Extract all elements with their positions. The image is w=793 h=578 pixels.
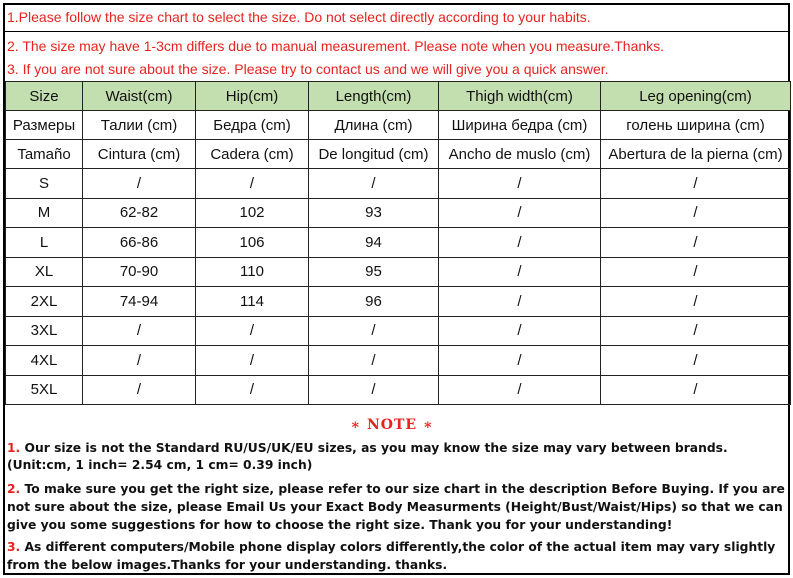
table-cell: Ancho de muslo (cm) [439, 140, 601, 169]
note-2-number: 2. [7, 482, 21, 496]
table-cell: / [196, 169, 309, 199]
table-cell: / [601, 169, 791, 199]
note-2 [7, 480, 785, 499]
table-cell: 102 [196, 198, 309, 228]
table-cell: Талии (cm) [83, 111, 196, 140]
table-cell: Tamaño [6, 140, 83, 169]
table-cell: XL [6, 257, 83, 287]
table-cell: Thigh width(cm) [439, 82, 601, 111]
note-3-text-line-1: As different computers/Mobile phone display colors differently,the color of the actual item may vary slightly [20, 540, 776, 554]
table-cell: / [309, 169, 439, 199]
table-cell: L [6, 228, 83, 258]
table-cell: / [439, 287, 601, 317]
table-cell: / [439, 257, 601, 287]
table-cell: Размеры [6, 111, 83, 140]
table-row [6, 169, 791, 199]
table-cell: / [439, 346, 601, 376]
table-cell: 106 [196, 228, 309, 258]
header-row-russian [6, 111, 791, 140]
table-cell: / [309, 316, 439, 346]
table-cell: / [601, 375, 791, 405]
table-row [6, 257, 791, 287]
header-row-english [6, 82, 791, 111]
table-cell: / [601, 316, 791, 346]
table-cell: / [439, 169, 601, 199]
table-cell: / [601, 287, 791, 317]
top-note-1: 1.Please follow the size chart to select the size. Do not select directly according to your habits. [7, 9, 591, 25]
note-1-number: 1. [7, 441, 21, 455]
table-cell: / [196, 346, 309, 376]
table-row [6, 198, 791, 228]
table-cell: 3XL [6, 316, 83, 346]
table-cell: De longitud (cm) [309, 140, 439, 169]
table-cell: / [196, 316, 309, 346]
table-cell: Length(cm) [309, 82, 439, 111]
table-row [6, 228, 791, 258]
note-2-text-line-2: not sure about the size, please Email Us your Exact Body Measurments (Height/Bust/Waist/Hips) so that we can [7, 500, 783, 514]
table-cell: 96 [309, 287, 439, 317]
note-3 [7, 538, 775, 557]
header-row-spanish [6, 140, 791, 169]
table-cell: Hip(cm) [196, 82, 309, 111]
table-cell: / [601, 346, 791, 376]
table-row [6, 287, 791, 317]
table-cell: Waist(cm) [83, 82, 196, 111]
note-3-text-line-2: from the below images.Thanks for your understanding. thanks. [7, 558, 448, 572]
table-cell: Cadera (cm) [196, 140, 309, 169]
table-cell: 114 [196, 287, 309, 317]
table-cell: / [83, 169, 196, 199]
table-cell: Abertura de la pierna (cm) [601, 140, 791, 169]
table-cell: Cintura (cm) [83, 140, 196, 169]
table-row [6, 346, 791, 376]
table-cell: M [6, 198, 83, 228]
table-cell: / [83, 375, 196, 405]
note-2-text-line-1: To make sure you get the right size, please refer to our size chart in the description Before Buying. If you are [20, 482, 785, 496]
note-1-text: Our size is not the Standard RU/US/UK/EU sizes, as you may know the size may vary between brands. [20, 441, 728, 455]
table-row [6, 375, 791, 405]
table-cell: Size [6, 82, 83, 111]
top-note-2: 2. The size may have 1-3cm differs due to manual measurement. Please note when you measure.Thanks. [7, 38, 665, 54]
table-row [6, 316, 791, 346]
table-cell: 74-94 [83, 287, 196, 317]
table-cell: / [83, 316, 196, 346]
note-1-unit: (Unit:cm, 1 inch= 2.54 cm, 1 cm= 0.39 inch) [7, 458, 313, 472]
size-chart-table [5, 81, 791, 405]
table-cell: / [439, 375, 601, 405]
table-cell: 94 [309, 228, 439, 258]
table-cell: / [309, 375, 439, 405]
table-cell: 70-90 [83, 257, 196, 287]
table-cell: 110 [196, 257, 309, 287]
table-cell: / [83, 346, 196, 376]
table-cell: / [439, 198, 601, 228]
table-cell: / [196, 375, 309, 405]
table-cell: / [439, 316, 601, 346]
table-cell: S [6, 169, 83, 199]
table-cell: Leg opening(cm) [601, 82, 791, 111]
table-cell: 95 [309, 257, 439, 287]
table-cell: / [309, 346, 439, 376]
top-note-3: 3. If you are not sure about the size. Please try to contact us and we will give you a quick answer. [7, 61, 609, 77]
table-cell: голень ширина (cm) [601, 111, 791, 140]
note-title: ∗ NOTE ∗ [350, 417, 434, 433]
note-3-number: 3. [7, 540, 21, 554]
table-cell: Длина (cm) [309, 111, 439, 140]
table-cell: 5XL [6, 375, 83, 405]
table-cell: 2XL [6, 287, 83, 317]
table-cell: Ширина бедра (cm) [439, 111, 601, 140]
table-cell: 4XL [6, 346, 83, 376]
table-cell: 93 [309, 198, 439, 228]
table-cell: / [601, 198, 791, 228]
table-cell: / [439, 228, 601, 258]
table-cell: 66-86 [83, 228, 196, 258]
note-2-text-line-3: give you some suggestions for how to choose the right size. Thank you for your understanding! [7, 518, 673, 532]
table-cell: 62-82 [83, 198, 196, 228]
table-cell: / [601, 257, 791, 287]
table-cell: Бедра (cm) [196, 111, 309, 140]
table-cell: / [601, 228, 791, 258]
divider [5, 31, 788, 32]
